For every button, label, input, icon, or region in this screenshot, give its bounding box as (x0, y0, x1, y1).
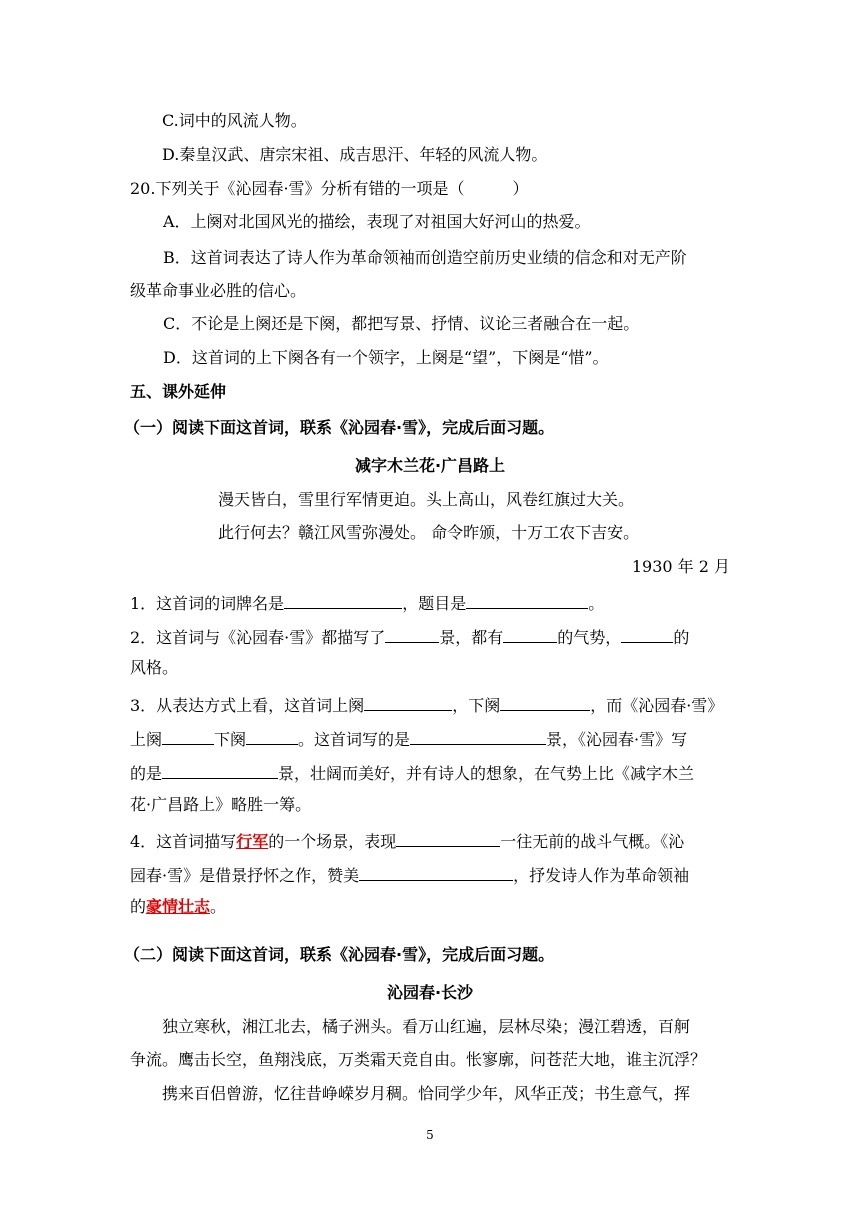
q1-text-c: 。 (588, 594, 605, 613)
q3-text-g: 景，《沁园春·雪》写 (546, 730, 688, 749)
q2-blank-3[interactable] (621, 624, 673, 643)
part1-question-3-line1 (130, 692, 723, 717)
q2-text-d: 的 (673, 628, 690, 647)
q1-text-b: ，题目是 (402, 594, 467, 613)
q4-blank-1[interactable] (396, 828, 500, 847)
q2-text-c: 的气势， (557, 628, 622, 647)
q3-blank-2[interactable] (500, 692, 590, 711)
q2-text-e: 风格。 (130, 658, 179, 677)
part1-question-3-line3 (130, 760, 694, 785)
q4-blank-2[interactable] (359, 862, 513, 881)
q20-option-d: D．这首词的上下阕各有一个领字，上阕是“望”，下阕是“惜”。 (163, 348, 609, 367)
section-heading: 五、课外延伸 (130, 382, 227, 401)
q3-text-b: ，下阕 (452, 696, 501, 715)
q4-text-g: 。 (210, 897, 227, 916)
part2-poem-line3: 携来百侣曾游，忆往昔峥嵘岁月稠。恰同学少年，风华正茂；书生意气，挥 (162, 1084, 691, 1103)
part2-heading: （二）阅读下面这首词，联系《沁园春·雪》，完成后面习题。 (124, 945, 555, 964)
q20-option-b-line2: 级革命事业必胜的信心。 (130, 281, 307, 300)
q3-text-c: ，而《沁园春·雪》 (590, 696, 724, 715)
q20-option-a: A．上阕对北国风光的描绘，表现了对祖国大好河山的热爱。 (163, 212, 591, 231)
page-number: 5 (426, 1128, 434, 1142)
q4-text-f: 的 (130, 897, 147, 916)
q19-option-d: D.秦皇汉武、唐宗宋祖、成吉思汗、年轻的风流人物。 (162, 145, 548, 164)
q1-blank-2[interactable] (466, 590, 588, 609)
q4-text-d: 园春·雪》是借景抒怀之作，赞美 (130, 866, 360, 885)
q4-highlight-xingjun: 行军 (236, 832, 269, 851)
q3-text-i: 景，壮阔而美好，并有诗人的想象，在气势上比《减字木兰 (278, 764, 695, 783)
q20-option-c: C．不论是上阕还是下阕，都把写景、抒情、议论三者融合在一起。 (163, 314, 640, 333)
q3-blank-6[interactable] (162, 760, 278, 779)
part1-heading: （一）阅读下面这首词，联系《沁园春·雪》，完成后面习题。 (124, 418, 555, 437)
part2-poem-title: 沁园春·长沙 (386, 983, 474, 1002)
q20-stem: 20.下列关于《沁园春·雪》分析有错的一项是（ ） (130, 179, 529, 198)
part1-question-2 (130, 624, 689, 649)
q3-text-h: 的是 (130, 764, 163, 783)
q2-text-b: 景，都有 (439, 628, 504, 647)
q19-option-c: C.词中的风流人物。 (162, 111, 307, 130)
q4-text-e: ，抒发诗人作为革命领袖 (513, 866, 690, 885)
q4-text-b: 的一个场景，表现 (268, 832, 397, 851)
q3-blank-1[interactable] (364, 692, 452, 711)
q3-text-f: 。这首词写的是 (298, 730, 411, 749)
q3-text-j: 花·广昌路上》略胜一筹。 (130, 795, 312, 814)
q2-text-a: 2．这首词与《沁园春·雪》都描写了 (130, 628, 386, 647)
q2-blank-2[interactable] (503, 624, 557, 643)
part1-question-4-line3 (130, 896, 226, 918)
part2-poem-line2: 争流。鹰击长空，鱼翔浅底，万类霜天竞自由。怅寥廓，问苍茫大地，谁主沉浮？ (130, 1050, 707, 1069)
q3-text-e: 下阕 (214, 730, 247, 749)
q4-highlight-haoqing: 豪情壮志 (146, 897, 211, 916)
q20-option-b-line1: B．这首词表达了诗人作为革命领袖而创造空前历史业绩的信念和对无产阶 (163, 248, 687, 267)
q3-text-d: 上阕 (130, 730, 163, 749)
part1-question-1 (130, 590, 604, 615)
q3-blank-5[interactable] (410, 726, 546, 745)
q3-blank-3[interactable] (162, 726, 214, 745)
part1-question-4-line1 (130, 828, 684, 853)
q4-text-a: 4．这首词描写 (130, 832, 237, 851)
part1-question-4-line2 (130, 862, 689, 887)
part1-poem-line2: 此行何去？赣江风雪弥漫处。 命令昨颁，十万工农下吉安。 (218, 523, 640, 542)
q2-blank-1[interactable] (385, 624, 439, 643)
part1-question-3-line2 (130, 726, 687, 751)
part2-poem-line1: 独立寒秋，湘江北去，橘子洲头。看万山红遍，层林尽染；漫江碧透，百舸 (162, 1017, 691, 1036)
q4-text-c: 一往无前的战斗气概。《沁 (500, 832, 685, 851)
q1-text-a: 1．这首词的词牌名是 (130, 594, 285, 613)
q3-blank-4[interactable] (246, 726, 298, 745)
q3-text-a: 3．从表达方式上看，这首词上阕 (130, 696, 365, 715)
part1-poem-title: 减字木兰花·广昌路上 (354, 456, 506, 475)
q1-blank-1[interactable] (284, 590, 402, 609)
part1-poem-line1: 漫天皆白，雪里行军情更迫。头上高山，风卷红旗过大关。 (218, 490, 635, 509)
part1-poem-date: 1930 年 2 月 (631, 557, 730, 576)
